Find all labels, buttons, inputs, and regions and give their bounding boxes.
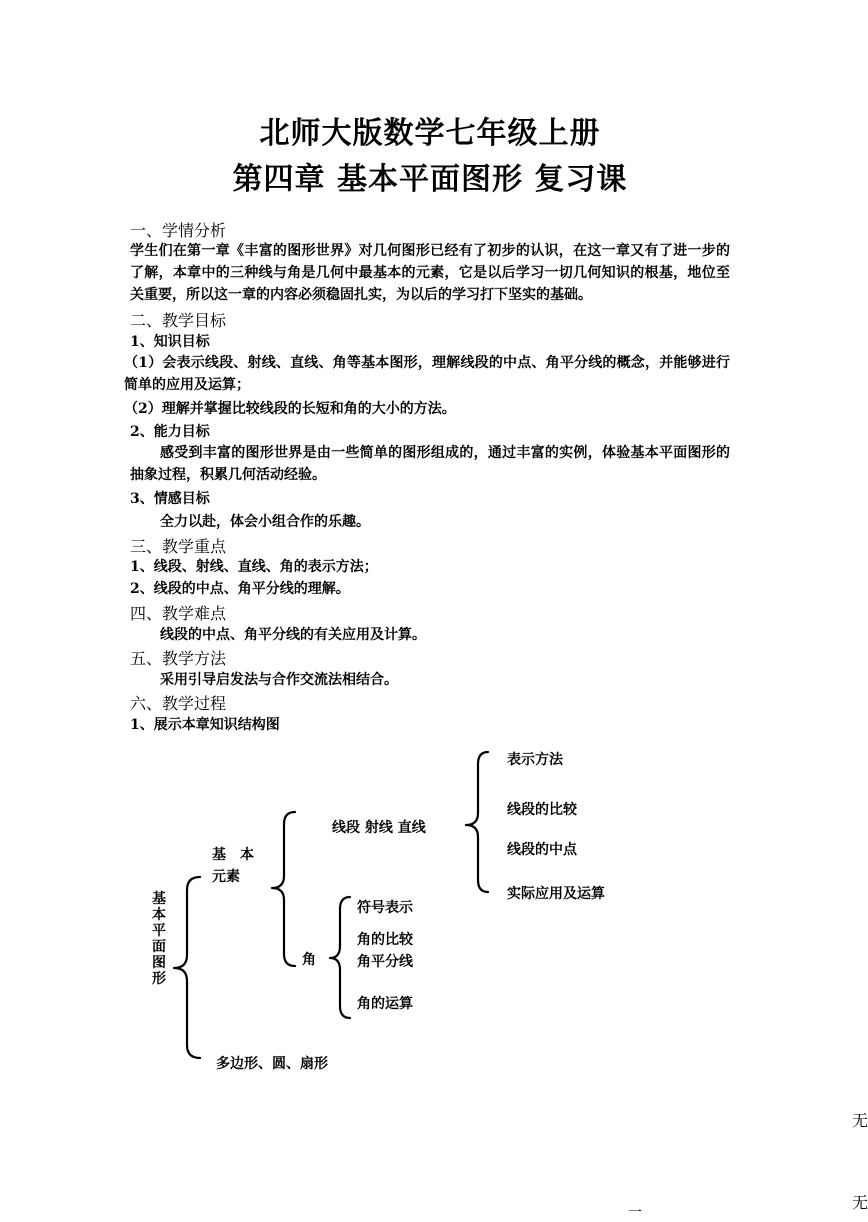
- key-point-2: 2、线段的中点、角平分线的理解。: [130, 581, 350, 597]
- section-heading-3: 三、教学重点: [130, 537, 227, 556]
- emotion-goal-heading: 3、情感目标: [130, 491, 210, 507]
- diagram-line-item: 实际应用及运算: [507, 886, 605, 902]
- diagram-lines-label: 线段 射线 直线: [332, 820, 426, 836]
- edge-mark-right-bottom: 无: [852, 1193, 868, 1212]
- diagram-line-item: 线段的中点: [507, 842, 577, 858]
- section-heading-1: 一、学情分析: [130, 221, 227, 240]
- process-step-1: 1、展示本章知识结构图: [130, 717, 280, 733]
- emotion-goal-text: 全力以赴，体会小组合作的乐趣。: [160, 514, 370, 530]
- knowledge-goal-2: （2）理解并掌握比较线段的长短和角的大小的方法。: [124, 401, 456, 417]
- key-point-1: 1、线段、射线、直线、角的表示方法；: [130, 559, 378, 575]
- section-heading-2: 二、教学目标: [130, 311, 227, 330]
- method-text: 采用引导启发法与合作交流法相结合。: [160, 672, 398, 688]
- diagram-basic-element-label: 基 本: [212, 847, 254, 863]
- diagram-angle-item: 符号表示: [357, 900, 413, 916]
- diagram-angle-item: 角平分线: [357, 954, 413, 970]
- section-1-text: 学生们在第一章《丰富的图形世界》对几何图形已经有了初步的认识，在这一章又有了进一步的了解，本章中的三种线与角是几何中最基本的元素，它是以后学习一切几何知识的根基，地位至关重要，所以这一章的内容必须稳固扎实，为以后的学习打下坚实的基础。: [130, 243, 730, 303]
- page-subtitle: 第四章 基本平面图形 复习课: [232, 162, 628, 197]
- ability-goal-text: 感受到丰富的图形世界是由一些简单的图形组成的，通过丰富的实例，体验基本平面图形的抽象过程，积累几何活动经验。: [130, 445, 730, 483]
- diagram-angle-item: 角的比较: [357, 932, 413, 948]
- diagram-root-label: 基本平面图形: [152, 891, 166, 987]
- ability-goal-heading: 2、能力目标: [130, 424, 210, 440]
- diagram-line-item: 线段的比较: [507, 802, 577, 818]
- diagram-angle-item: 角的运算: [357, 996, 413, 1012]
- root-brace: [174, 877, 200, 1058]
- diagram-basic-element-label-2: 元素: [212, 869, 240, 885]
- knowledge-goal-heading: 1、知识目标: [130, 334, 210, 350]
- section-heading-6: 六、教学过程: [130, 694, 227, 713]
- diagram-line-item: 表示方法: [507, 752, 563, 768]
- edge-mark-bottom: 一: [628, 1205, 642, 1221]
- angle-brace: [330, 897, 350, 1018]
- page-title: 北师大版数学七年级上册: [259, 116, 601, 151]
- line-brace: [466, 752, 488, 892]
- diagram-polygon-label: 多边形、圆、扇形: [216, 1056, 328, 1072]
- diagram-angle-label: 角: [302, 952, 316, 968]
- difficulty-text: 线段的中点、角平分线的有关应用及计算。: [160, 627, 426, 643]
- edge-mark-right-top: 无: [852, 1111, 868, 1130]
- section-heading-5: 五、教学方法: [130, 649, 227, 668]
- basic-element-brace: [272, 812, 295, 966]
- section-heading-4: 四、教学难点: [130, 604, 227, 623]
- knowledge-goal-1: （1）会表示线段、射线、直线、角等基本图形，理解线段的中点、角平分线的概念，并能够进行简单的应用及运算；: [124, 355, 730, 393]
